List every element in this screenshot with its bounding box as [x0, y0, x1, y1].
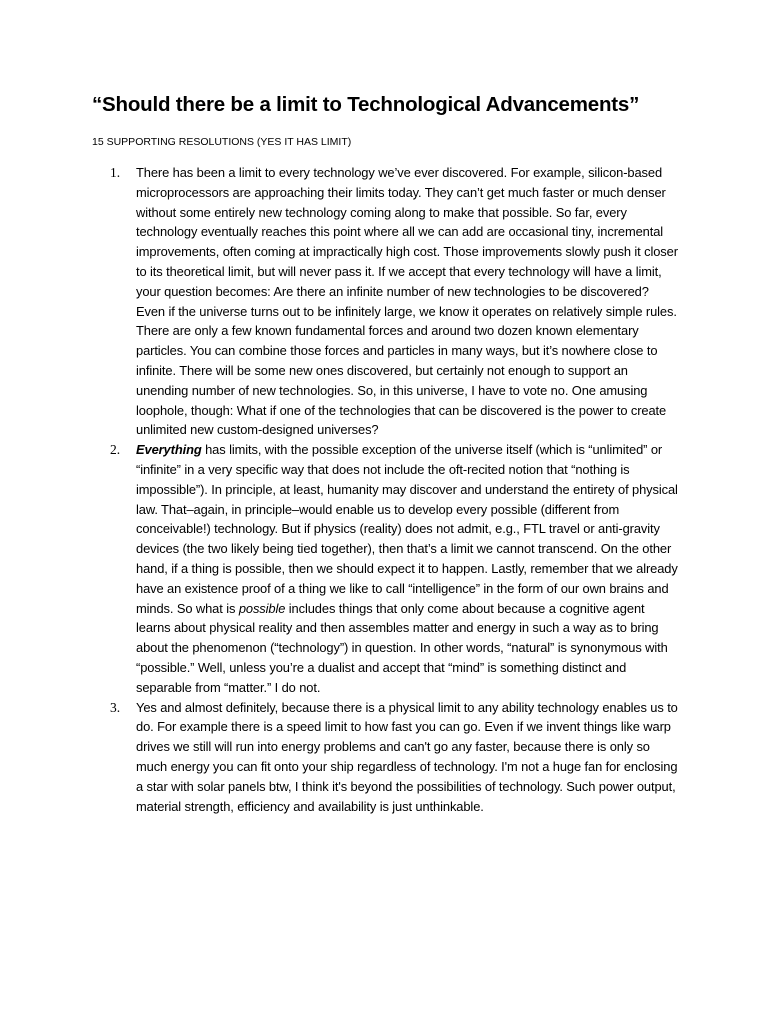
list-item-number: 1.	[110, 165, 121, 180]
list-item-number: 2.	[110, 442, 121, 458]
list-item-number: 3.	[110, 699, 121, 715]
text-segment: has limits, with the possible exception of the universe itself (which is “unlimited” or “infinite” in a very specific way that does not include the oft-recited notion that “nothing is impossible”). In principle, at least, humanity may discover and understand the entirety of physical law. That–again, in principle–would enable us to develop every possible (different from conceivable!) technology. But if physics (reality) does not admit, e.g., FTL travel or anti-gravity devices (the two likely being tied together), then that’s a limit we cannot transcend. On the other hand, if a thing is possible, then we should expect it to happen. Lastly, remember that we already have an existence proof of a thing we like to call “intelligence” in the form of our own brains and minds. So what is	[136, 442, 678, 616]
list-item	[110, 163, 680, 440]
emphasized-word: possible	[238, 600, 286, 616]
document-title: “Should there be a limit to Technological Advancements”	[92, 93, 640, 116]
resolutions-list	[110, 163, 680, 816]
list-item	[110, 698, 680, 817]
section-subheading: 15 SUPPORTING RESOLUTIONS (YES IT HAS LIMIT)	[92, 136, 352, 148]
list-item-text: There has been a limit to every technology we’ve ever discovered. For example, silicon-based microprocessors are approaching their limits today. They can’t get much faster or much denser without some entirely new technology coming along to make that possible. So far, every technology eventually reaches this point where all we can add are occasional tiny, incremental improvements, often coming at impractically high cost. Those improvements slowly push it closer to its theoretical limit, but will never pass it. If we accept that every technology will have a limit, your question becomes: Are there an infinite number of new technologies to be discovered? Even if the universe turns out to be infinitely large, we know it operates on relatively simple rules. There are only a few known fundamental forces and around two dozen known elementary particles. You can combine those forces and particles in many ways, but it’s nowhere close to infinite. There will be some new ones discovered, but certainly not enough to support an unending number of new technologies. So, in this universe, I have to vote no. One amusing loophole, though: What if one of the technologies that can be discovered is the power to create unlimited new custom-designed universes?	[136, 165, 678, 438]
text-segment: includes things that only come about because a cognitive agent learns about physical reality and then assembles matter and energy in such a way as to bring about the phenomenon (“technology”) in question. In other words, “natural” is synonymous with “possible.” Well, unless you’re a dualist and accept that “mind” is something distinct and separable from “matter.” I do not.	[136, 600, 668, 695]
list-item	[110, 440, 680, 697]
list-item-text: Yes and almost definitely, because there is a physical limit to any ability technology enables us to do. For example there is a speed limit to how fast you can go. Even if we invent things like warp drives we still will run into energy problems and can't go any faster, because there is only so much energy you can fit onto your ship regardless of technology. I'm not a huge fan for enclosing a star with solar panels btw, I think it's beyond the possibilities of technology. Such power output, material strength, efficiency and availability is just unthinkable.	[136, 699, 678, 814]
emphasized-word: Everything	[136, 442, 202, 458]
list-item-text	[136, 440, 680, 697]
